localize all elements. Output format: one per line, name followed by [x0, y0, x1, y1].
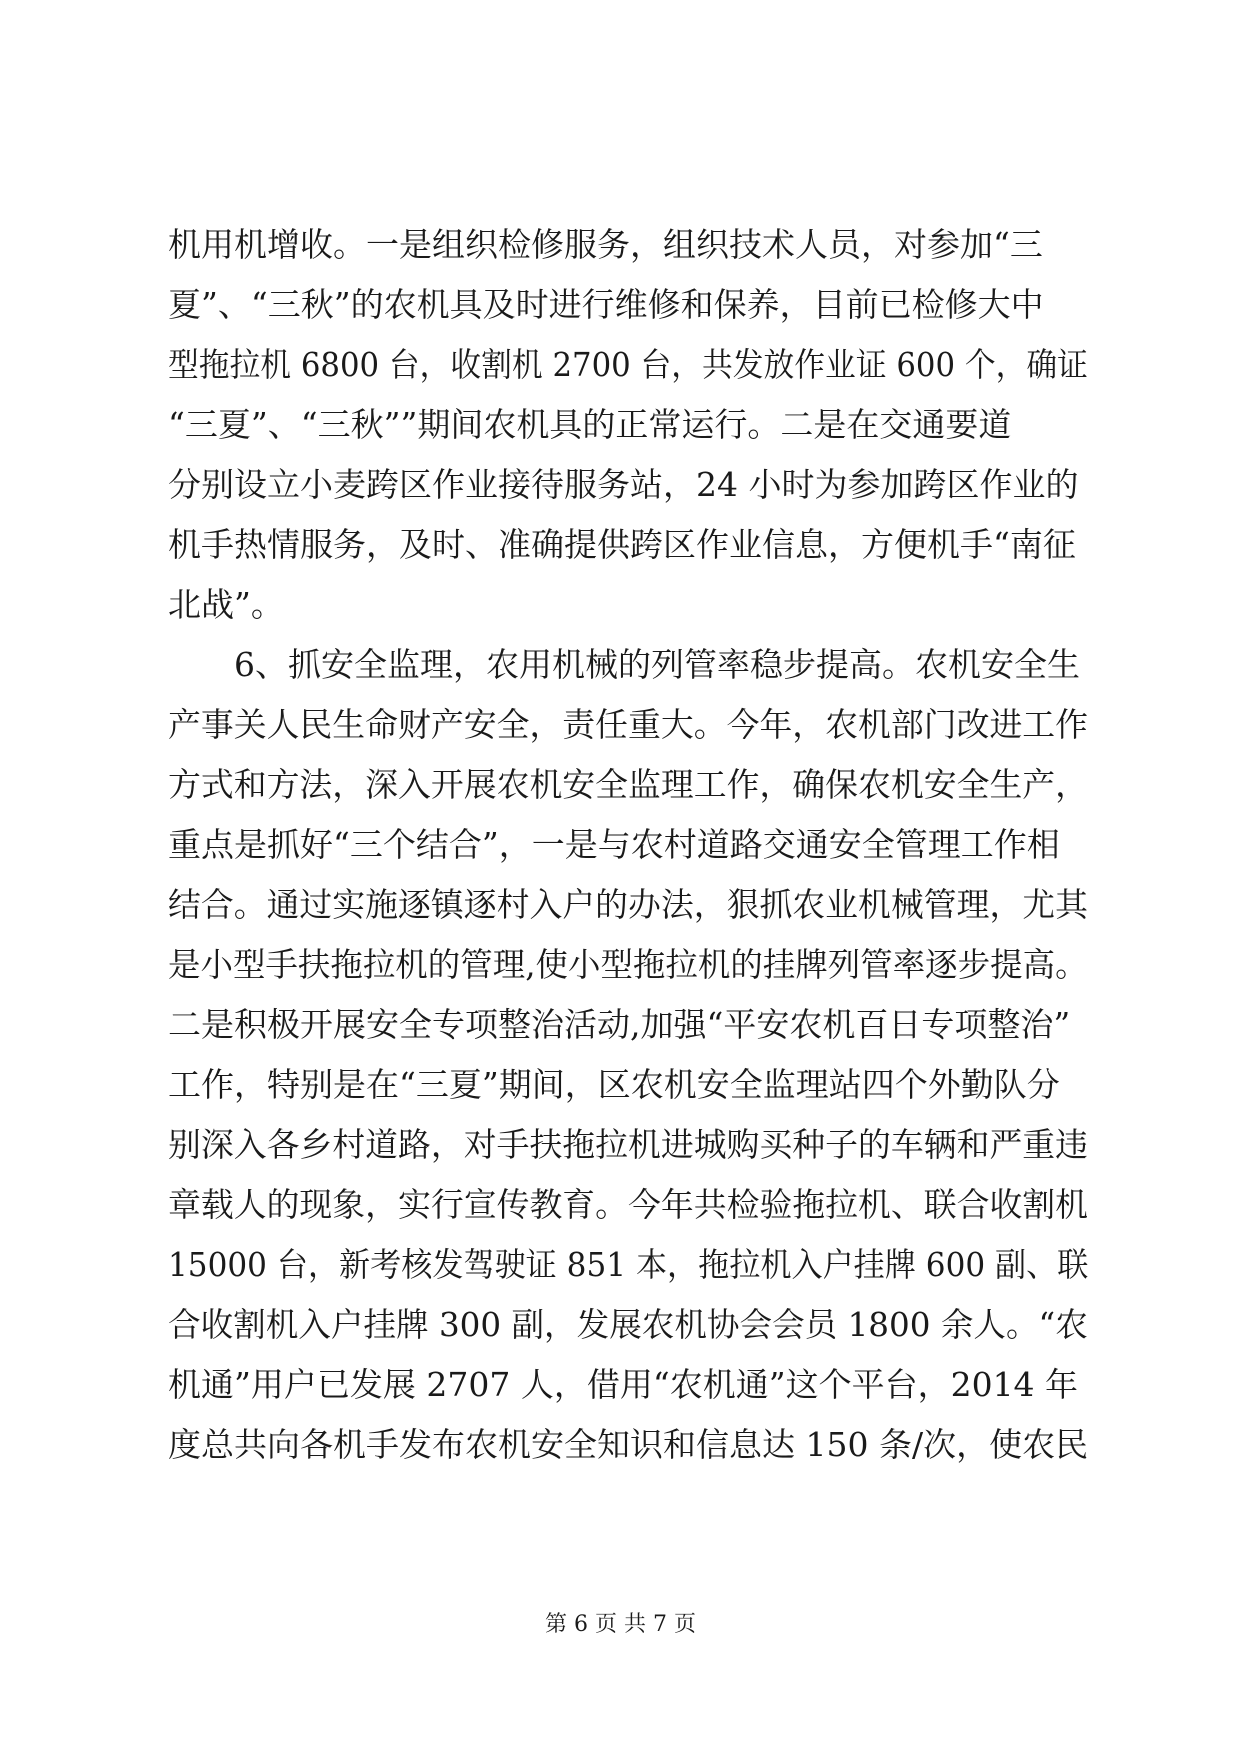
text-line: 夏”、“三秋”的农机具及时进行维修和保养，目前已检修大中	[168, 285, 1044, 324]
text-line: 是小型手扶拖拉机的管理,使小型拖拉机的挂牌列管率逐步提高。	[168, 945, 1088, 984]
text-line: 合收割机入户挂牌 300 副，发展农机协会会员 1800 余人。“农	[168, 1305, 1088, 1344]
text-line: 机用机增收。一是组织检修服务，组织技术人员，对参加“三	[168, 225, 1043, 264]
text-line: 度总共向各机手发布农机安全知识和信息达 150 条/次，使农民	[168, 1425, 1089, 1464]
text-line: 章载人的现象，实行宣传教育。今年共检验拖拉机、联合收割机	[168, 1185, 1089, 1224]
text-line: 二是积极开展安全专项整治活动,加强“平安农机百日专项整治”	[168, 1005, 1071, 1044]
text-line: 别深入各乡村道路，对手扶拖拉机进城购买种子的车辆和严重违	[168, 1125, 1089, 1164]
text-line: 产事关人民生命财产安全，责任重大。今年，农机部门改进工作	[168, 705, 1089, 744]
page-number-footer: 第 6 页 共 7 页	[545, 1612, 696, 1637]
text-line: 型拖拉机 6800 台，收割机 2700 台，共发放作业证 600 个，确证	[168, 345, 1088, 384]
text-line: 结合。通过实施逐镇逐村入户的办法，狠抓农业机械管理，尤其	[168, 885, 1089, 924]
text-line: 机手热情服务，及时、准确提供跨区作业信息，方便机手“南征	[168, 525, 1076, 564]
paragraph-first-line: 6、抓安全监理，农用机械的列管率稳步提高。农机安全生	[234, 645, 1080, 684]
text-line: 重点是抓好“三个结合”，一是与农村道路交通安全管理工作相	[168, 825, 1060, 864]
text-line: 北战”。	[168, 585, 284, 624]
text-line: 分别设立小麦跨区作业接待服务站，24 小时为参加跨区作业的	[168, 465, 1079, 504]
text-line: 机通”用户已发展 2707 人，借用“农机通”这个平台，2014 年	[168, 1365, 1079, 1404]
text-line: 工作，特别是在“三夏”期间，区农机安全监理站四个外勤队分	[168, 1065, 1060, 1104]
text-line: 方式和方法，深入开展农机安全监理工作，确保农机安全生产，	[168, 765, 1089, 804]
text-line: “三夏”、“三秋””期间农机具的正常运行。二是在交通要道	[168, 405, 1012, 444]
text-line: 15000 台，新考核发驾驶证 851 本，拖拉机入户挂牌 600 副、联	[168, 1245, 1089, 1284]
